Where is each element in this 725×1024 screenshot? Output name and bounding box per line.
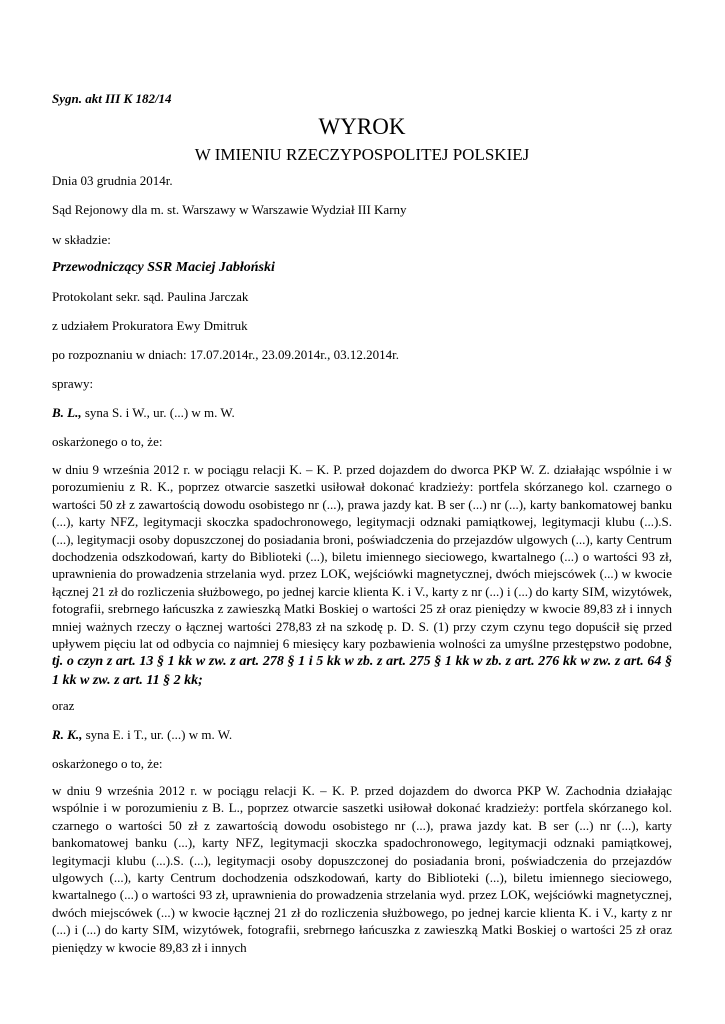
judgment-title: WYROK <box>318 114 406 139</box>
prosecutor: z udziałem Prokuratora Ewy Dmitruk <box>52 318 248 333</box>
composition-label: w składzie: <box>52 232 111 247</box>
defendant-2-accused-label: oskarżonego o to, że: <box>52 756 163 771</box>
defendant-2-header <box>52 726 232 743</box>
defendant-2-name: R. K., <box>52 727 83 742</box>
defendant-1-accused-label: oskarżonego o to, że: <box>52 434 163 449</box>
defendant-1-charge: tj. o czyn z art. 13 § 1 kk w zw. z art. 278 § 1 i 5 kk w zb. z art. 275 § 1 kk w zb. z art. 276 kk w zw. z art. 64 § 1 kk w zw. z art. 11 § 2 kk; <box>52 654 672 688</box>
defendant-1-facts: w dniu 9 września 2012 r. w pociągu relacji K. – K. P. przed dojazdem do dworca PKP W. Z. działając wspólnie i w porozumieniu z R. K., poprzez otwarcie saszetki usiłował dokonać kradzieży: portfela skórzanego kol. czarnego o wartości 50 zł z zawartością dowodu osobistego nr (...), prawa jazdy kat. B ser (...) nr (...), karty bankomatowej banku (...), karty NFZ, legitymacji skoczka spadochronowego, legitymacji odznaki pamiątkowej, legitymacji klubu (...).S. (...), legitymacji osoby dopuszczonej do posiadania broni, poświadczenia do przejazdów ulgowych (...), karty Centrum dochodzenia odszkodowań, karty do Biblioteki (...), biletu imiennego sieciowego, kwartalnego (...) o wartości 93 zł, uprawnienia do prowadzenia strzelania wyd. przez LOK, wejściówki magnetycznej, dwóch miejscówek (...) w kwocie łącznej 21 zł do rozliczenia służbowego, po jednej karcie klienta K. i V., karty z nr (...) i (...) do karty SIM, wizytówek, fotografii, srebrnego łańcuszka z zawieszką Matki Boskiej o wartości 25 zł oraz pieniędzy w kwocie 89,83 zł i innych mniej ważnych rzeczy o łącznej wartości 278,83 zł na szkodę p. D. S. (1) przy czym czynu tego dopuścił się przed upływem pięciu lat od odbycia co najmniej 6 miesięcy kary pozbawienia wolności za umyślne przestępstwo podobne, <box>52 462 672 652</box>
hearing-dates: po rozpoznaniu w dniach: 17.07.2014r., 23.09.2014r., 03.12.2014r. <box>52 347 399 362</box>
judgment-date: Dnia 03 grudnia 2014r. <box>52 173 173 188</box>
court-name: Sąd Rejonowy dla m. st. Warszawy w Warszawie Wydział III Karny <box>52 202 407 217</box>
judgment-subtitle: W IMIENIU RZECZYPOSPOLITEJ POLSKIEJ <box>194 145 530 164</box>
defendant-1-header <box>52 404 235 421</box>
connector-text: oraz <box>52 698 75 713</box>
defendant-1-description <box>52 461 672 689</box>
case-number: Sygn. akt III K 182/14 <box>52 91 172 106</box>
defendant-1-details: syna S. i W., ur. (...) w m. W. <box>81 405 235 420</box>
defendant-1-name: B. L., <box>52 405 82 420</box>
court-clerk: Protokolant sekr. sąd. Paulina Jarczak <box>52 289 249 304</box>
presiding-judge: Przewodniczący SSR Maciej Jabłoński <box>52 260 275 275</box>
defendant-2-description: w dniu 9 września 2012 r. w pociągu relacji K. – K. P. przed dojazdem do dworca PKP W. Zachodnia działając wspólnie i w porozumieniu z B. L., poprzez otwarcie saszetki usiłował dokonać kradzieży: portfela skórzanego kol. czarnego o wartości 50 zł z zawartością dowodu osobistego nr (...), prawa jazdy kat. B ser (...) nr (...), karty bankomatowej banku (...), karty NFZ, legitymacji skoczka spadochronowego, legitymacji odznaki pamiątkowej, legitymacji klubu (...).S. (...), legitymacji osoby dopuszczonej do posiadania broni, poświadczenia do przejazdów ulgowych (...), karty Centrum dochodzenia odszkodowań, karty do Biblioteki (...), biletu imiennego sieciowego, kwartalnego (...) o wartości 93 zł, uprawnienia do prowadzenia strzelania wyd. przez LOK, wejściówki magnetycznej, dwóch miejscówek (...) w kwocie łącznej 21 zł do rozliczenia służbowego, po jednej karcie klienta K. i V., karty z nr (...) i (...) do karty SIM, wizytówek, fotografii, srebrnego łańcuszka z zawieszką Matki Boskiej o wartości 25 zł oraz pieniędzy w kwocie 89,83 zł i innych <box>52 783 672 955</box>
defendant-2-details: syna E. i T., ur. (...) w m. W. <box>82 727 233 742</box>
case-label: sprawy: <box>52 376 94 391</box>
